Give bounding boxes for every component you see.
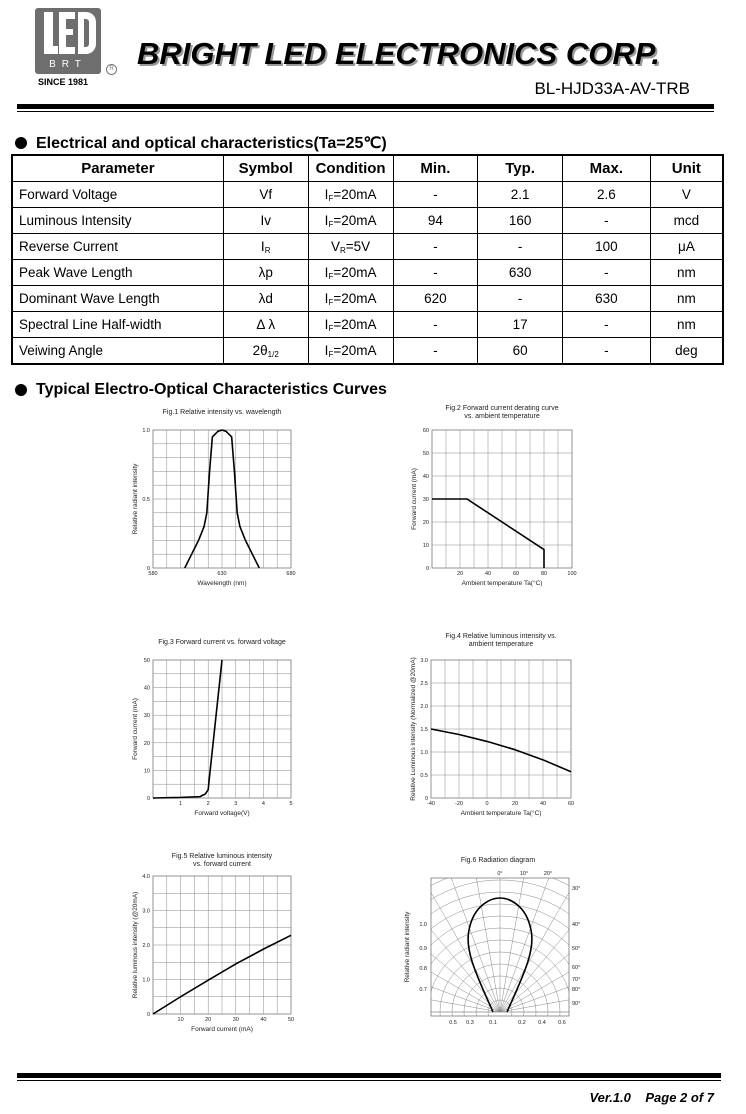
table-row	[12, 338, 723, 365]
svg-text:0: 0	[485, 801, 489, 807]
svg-text:10: 10	[143, 768, 150, 775]
registered-mark: R	[106, 64, 117, 75]
table-row	[12, 260, 723, 286]
col-header: Unit	[650, 155, 723, 182]
svg-text:0.9: 0.9	[419, 946, 427, 952]
svg-text:2.0: 2.0	[420, 704, 428, 710]
svg-text:0: 0	[146, 796, 150, 802]
min-cell: -	[393, 182, 478, 208]
svg-text:Wavelength (nm): Wavelength (nm)	[197, 580, 247, 587]
svg-text:20: 20	[205, 1017, 212, 1023]
svg-text:40: 40	[484, 571, 492, 577]
typ-cell: 630	[478, 260, 563, 286]
table-row	[12, 182, 723, 208]
logo-subtext: BRT	[49, 59, 87, 70]
param-cell: Peak Wave Length	[12, 260, 223, 286]
svg-text:0: 0	[424, 796, 428, 802]
svg-text:60°: 60°	[572, 965, 581, 971]
svg-text:10°: 10°	[519, 871, 529, 877]
table-row	[12, 286, 723, 312]
svg-text:Forward current (mA): Forward current (mA)	[411, 468, 418, 530]
svg-text:0.1: 0.1	[489, 1020, 497, 1026]
header-divider-thick	[17, 104, 714, 109]
svg-text:30: 30	[422, 497, 429, 503]
typ-cell: 2.1	[478, 182, 563, 208]
symbol-cell: λp	[223, 260, 308, 286]
max-cell: 100	[562, 234, 650, 260]
max-cell: -	[562, 338, 650, 365]
typ-cell: 60	[478, 338, 563, 365]
condition-cell: $I_F=20mA$	[308, 182, 393, 208]
svg-text:3.0: 3.0	[142, 908, 150, 915]
condition-cell: $I_F=20mA$	[308, 286, 393, 312]
characteristics-table	[11, 154, 724, 365]
svg-text:Fig.3 Forward current vs. forw: Fig.3 Forward current vs. forward voltage	[158, 639, 286, 646]
footer-divider-thin	[17, 1080, 721, 1081]
svg-text:0: 0	[146, 1012, 150, 1018]
since-label: SINCE 1981	[38, 77, 89, 87]
table-row	[12, 208, 723, 234]
svg-text:0.5: 0.5	[142, 497, 150, 503]
fig3-chart	[125, 636, 305, 821]
svg-text:Forward current (mA): Forward current (mA)	[132, 698, 139, 760]
svg-text:1.0: 1.0	[142, 428, 150, 434]
typ-cell: 17	[478, 312, 563, 338]
svg-text:630: 630	[217, 571, 227, 577]
svg-text:ambient temperature: ambient temperature	[468, 641, 534, 648]
svg-text:Fig.4 Relative luminous intens: Fig.4 Relative luminous intensity vs.	[445, 633, 557, 640]
symbol-cell: $2\theta_{1/2}$	[223, 338, 308, 365]
unit-cell: V	[650, 182, 723, 208]
svg-text:60: 60	[567, 801, 575, 807]
footer-divider-thick	[17, 1073, 721, 1078]
svg-text:4.0: 4.0	[142, 874, 150, 880]
svg-text:90°: 90°	[572, 1001, 581, 1007]
svg-text:vs. forward current: vs. forward current	[193, 861, 251, 868]
svg-text:0.7: 0.7	[419, 987, 427, 993]
col-header: Typ.	[478, 155, 563, 182]
table-row	[12, 312, 723, 338]
min-cell: -	[393, 338, 478, 365]
svg-text:0.2: 0.2	[518, 1020, 526, 1026]
min-cell: -	[393, 312, 478, 338]
svg-text:2.5: 2.5	[420, 681, 428, 687]
section-electrical-heading	[15, 133, 387, 153]
svg-text:580: 580	[148, 571, 158, 577]
col-header: Condition	[308, 155, 393, 182]
table-header-row	[12, 155, 723, 182]
svg-text:30°: 30°	[572, 886, 581, 892]
svg-text:80: 80	[540, 571, 548, 577]
svg-text:10: 10	[422, 543, 429, 549]
svg-text:Fig.2 Forward current derating: Fig.2 Forward current derating curve	[445, 405, 559, 412]
svg-text:60: 60	[512, 571, 520, 577]
fig1-chart	[125, 406, 305, 591]
svg-text:3: 3	[234, 801, 238, 807]
svg-text:50°: 50°	[572, 946, 581, 952]
svg-text:Fig.5 Relative luminous intens: Fig.5 Relative luminous intensity	[171, 853, 273, 860]
typ-cell: 160	[478, 208, 563, 234]
svg-text:2: 2	[206, 801, 210, 807]
section-curves-heading	[15, 381, 387, 399]
min-cell: -	[393, 260, 478, 286]
svg-text:Ambient temperature Ta(°C): Ambient temperature Ta(°C)	[461, 580, 543, 587]
svg-text:50: 50	[143, 658, 150, 664]
svg-text:1.5: 1.5	[420, 727, 428, 733]
svg-text:40: 40	[143, 685, 150, 692]
max-cell: -	[562, 312, 650, 338]
bullet-icon	[15, 384, 27, 396]
max-cell: -	[562, 260, 650, 286]
svg-text:Fig.1 Relative intensity vs. w: Fig.1 Relative intensity vs. wavelength	[162, 409, 282, 416]
company-logo	[35, 8, 101, 74]
unit-cell: deg	[650, 338, 723, 365]
min-cell: 94	[393, 208, 478, 234]
fig6-radiation-diagram	[395, 852, 590, 1027]
unit-cell: nm	[650, 286, 723, 312]
param-cell: Forward Voltage	[12, 182, 223, 208]
header-divider-thin	[17, 111, 714, 112]
svg-text:20: 20	[422, 520, 429, 526]
max-cell: -	[562, 208, 650, 234]
svg-text:10: 10	[177, 1017, 184, 1023]
unit-cell: mcd	[650, 208, 723, 234]
svg-text:0.5: 0.5	[449, 1020, 457, 1026]
svg-text:30: 30	[232, 1017, 239, 1023]
svg-text:1: 1	[179, 801, 183, 807]
version-label: Ver.1.0	[589, 1090, 631, 1105]
svg-text:0.4: 0.4	[538, 1020, 546, 1026]
svg-text:0.8: 0.8	[419, 966, 427, 972]
svg-text:Ambient temperature Ta(°C): Ambient temperature Ta(°C)	[460, 810, 542, 817]
company-name: BRIGHT LED ELECTRONICS CORP.	[137, 36, 661, 71]
max-cell: 2.6	[562, 182, 650, 208]
svg-text:Relative radiant intensity: Relative radiant intensity	[404, 911, 411, 983]
section-title: Electrical and optical characteristics(Ta=25℃)	[36, 135, 387, 152]
svg-text:100: 100	[567, 571, 577, 577]
svg-text:40: 40	[260, 1017, 267, 1023]
svg-text:Fig.6 Radiation diagram: Fig.6 Radiation diagram	[460, 857, 536, 864]
condition-cell: $V_R=5V$	[308, 234, 393, 260]
col-header: Max.	[562, 155, 650, 182]
svg-text:20: 20	[511, 801, 519, 807]
typ-cell: -	[478, 234, 563, 260]
fig4-chart	[395, 630, 585, 820]
page-number: Page 2 of 7	[645, 1090, 714, 1105]
svg-text:40°: 40°	[572, 922, 581, 928]
param-cell: Veiwing Angle	[12, 338, 223, 365]
condition-cell: $I_F=20mA$	[308, 208, 393, 234]
svg-text:1.0: 1.0	[419, 922, 427, 928]
svg-text:0: 0	[425, 566, 429, 572]
svg-text:70°: 70°	[572, 977, 581, 983]
col-header: Parameter	[12, 155, 223, 182]
svg-text:0°: 0°	[497, 871, 503, 877]
svg-text:Relative radiant intensity: Relative radiant intensity	[132, 463, 139, 535]
fig5-chart	[125, 850, 305, 1035]
svg-text:4: 4	[261, 801, 265, 807]
fig2-chart	[400, 402, 585, 592]
svg-text:50: 50	[422, 451, 429, 457]
col-header: Symbol	[223, 155, 308, 182]
col-header: Min.	[393, 155, 478, 182]
symbol-cell: λd	[223, 286, 308, 312]
svg-text:2.0: 2.0	[142, 943, 150, 949]
min-cell: -	[393, 234, 478, 260]
svg-text:680: 680	[286, 571, 296, 577]
svg-text:80°: 80°	[572, 987, 581, 993]
condition-cell: $I_F=20mA$	[308, 260, 393, 286]
min-cell: 620	[393, 286, 478, 312]
svg-text:1.0: 1.0	[420, 750, 428, 756]
svg-text:20°: 20°	[543, 871, 553, 877]
unit-cell: nm	[650, 312, 723, 338]
svg-text:Relative luminous intensity (@: Relative luminous intensity (@20mA)	[132, 891, 139, 999]
svg-text:20: 20	[456, 571, 464, 577]
svg-text:40: 40	[539, 801, 547, 807]
svg-text:0.6: 0.6	[558, 1020, 566, 1026]
typ-cell: -	[478, 286, 563, 312]
svg-text:1.0: 1.0	[142, 977, 150, 984]
bullet-icon	[15, 137, 27, 149]
symbol-cell: Vf	[223, 182, 308, 208]
symbol-cell: Iv	[223, 208, 308, 234]
symbol-cell: $I_R$	[223, 234, 308, 260]
max-cell: 630	[562, 286, 650, 312]
param-cell: Reverse Current	[12, 234, 223, 260]
footer-page-info	[589, 1090, 714, 1105]
svg-text:-20: -20	[455, 801, 463, 807]
svg-text:0: 0	[146, 566, 150, 572]
svg-text:60: 60	[422, 428, 429, 434]
param-cell: Dominant Wave Length	[12, 286, 223, 312]
svg-text:0.3: 0.3	[466, 1020, 474, 1026]
svg-text:5: 5	[289, 801, 293, 807]
unit-cell: nm	[650, 260, 723, 286]
svg-text:-40: -40	[427, 801, 435, 807]
svg-text:Forward voltage(V): Forward voltage(V)	[194, 810, 250, 817]
part-number: BL-HJD33A-AV-TRB	[534, 79, 690, 98]
svg-text:30: 30	[143, 713, 150, 720]
condition-cell: $I_F=20mA$	[308, 338, 393, 365]
svg-text:Forward current (mA): Forward current (mA)	[191, 1026, 253, 1033]
svg-text:Relative Luminous intensity (N: Relative Luminous intensity (Normalized @20mA)	[410, 657, 417, 801]
unit-cell: μA	[650, 234, 723, 260]
condition-cell: $I_F=20mA$	[308, 312, 393, 338]
table-row	[12, 234, 723, 260]
param-cell: Luminous Intensity	[12, 208, 223, 234]
section-title: Typical Electro-Optical Characteristics Curves	[36, 381, 387, 398]
param-cell: Spectral Line Half-width	[12, 312, 223, 338]
svg-text:0.5: 0.5	[420, 773, 428, 779]
svg-text:3.0: 3.0	[420, 658, 428, 664]
led-logo-icon	[35, 8, 101, 58]
svg-text:40: 40	[422, 474, 429, 480]
svg-text:20: 20	[143, 740, 150, 747]
svg-text:50: 50	[287, 1017, 295, 1023]
symbol-cell: Δ λ	[223, 312, 308, 338]
svg-text:vs. ambient temperature: vs. ambient temperature	[464, 413, 540, 420]
